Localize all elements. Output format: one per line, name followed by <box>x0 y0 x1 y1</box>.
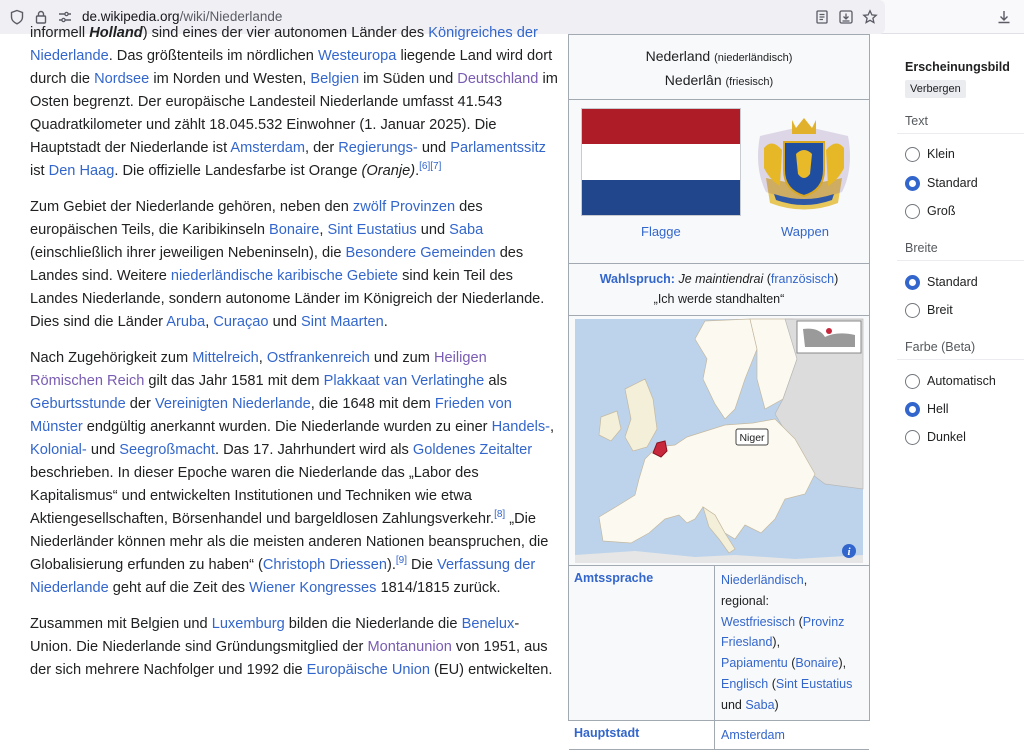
text-run: des europäischen Teils, die Karibikinseln <box>30 199 483 238</box>
wiki-link[interactable]: Sint Eustatius <box>775 676 853 691</box>
infobox-row <box>569 566 869 721</box>
text-run: . <box>383 314 388 330</box>
text-run: . Die offizielle Landesfarbe ist Orange <box>114 163 362 179</box>
wiki-link[interactable]: Bonaire <box>269 222 320 238</box>
text-run: und <box>417 140 451 156</box>
wiki-link[interactable]: Montanunion <box>367 639 452 655</box>
name-nl: Nederland <box>645 48 711 64</box>
radio-color-hell[interactable] <box>905 400 949 418</box>
wiki-link[interactable]: Geburtsstunde <box>30 396 126 412</box>
paragraph <box>30 347 560 600</box>
text-run: und <box>268 314 301 330</box>
text-run: ), <box>772 635 781 650</box>
text-run: , <box>205 314 214 330</box>
reference <box>419 161 430 172</box>
radio-label: Standard <box>927 176 978 190</box>
wiki-link[interactable]: Bonaire <box>795 656 839 671</box>
text-run: und <box>721 697 746 712</box>
text-run: im Norden und Westen, <box>149 71 311 87</box>
radio-text-gross[interactable] <box>905 202 955 220</box>
text-run: und <box>416 222 450 238</box>
name-nl-note: (niederländisch) <box>714 52 793 64</box>
motto-lang-link[interactable]: französisch <box>770 272 835 286</box>
wiki-link[interactable]: Plakkaat van Verlatinghe <box>323 373 485 389</box>
text-run: . Das 17. Jahrhundert wird als <box>214 442 413 458</box>
reference <box>396 555 407 566</box>
name-fy-note: (friesisch) <box>725 76 774 88</box>
flag-caption-link[interactable]: Flagge <box>641 224 681 239</box>
appearance-panel <box>897 34 1024 721</box>
text-run: endgültig anerkannt wurden. Die Niederlande wurden zu einer <box>82 419 492 435</box>
wiki-link[interactable]: zwölf Provinzen <box>352 199 456 215</box>
wiki-link[interactable]: Goldenes Zeitalter <box>412 442 533 458</box>
svg-text:i: i <box>847 546 851 558</box>
download-icon[interactable] <box>996 9 1012 25</box>
reader-view-icon[interactable] <box>814 9 830 25</box>
wiki-link[interactable]: Luxemburg <box>211 616 285 632</box>
flag-stripe-white <box>582 144 740 179</box>
infobox-motto: Wahlspruch: Je maintiendrai (französisch) „Ich werde standhalten“ <box>569 264 869 316</box>
text-run: , <box>258 350 267 366</box>
motto-text: Je maintiendrai <box>678 272 764 286</box>
text-run: ( <box>795 614 803 629</box>
infobox-key-link[interactable]: Amtssprache <box>569 566 715 720</box>
text-run: -Union. Die Niederlande sind Gründungsmitglied der <box>30 616 520 655</box>
motto-translation: „Ich werde standhalten“ <box>653 292 785 306</box>
radio-width-breit[interactable] <box>905 301 953 319</box>
reference-link[interactable]: [9] <box>395 555 407 567</box>
wiki-link[interactable]: Handels- <box>491 419 551 435</box>
wiki-link[interactable]: Ostfrankenreich <box>266 350 370 366</box>
wiki-link[interactable]: Saba <box>449 222 484 238</box>
coa-caption-link[interactable]: Wappen <box>781 224 829 239</box>
text-section-label: Text <box>905 114 928 128</box>
wiki-link[interactable]: Den Haag <box>48 163 115 179</box>
wiki-link[interactable]: Saba <box>745 697 775 712</box>
text-run: (Oranje) <box>361 163 416 179</box>
radio-button[interactable] <box>905 374 920 389</box>
wiki-link[interactable]: Heiligen Römischen Reich <box>30 350 487 389</box>
radio-label: Standard <box>927 275 978 289</box>
flag-stripe-red <box>582 109 740 144</box>
text-run: als <box>484 373 507 389</box>
infobox-key-link[interactable]: Hauptstadt <box>569 721 715 750</box>
radio-button[interactable] <box>905 204 920 219</box>
wiki-link[interactable]: Sint Maarten <box>301 314 384 330</box>
wiki-link[interactable]: Belgien <box>310 71 360 87</box>
divider <box>897 260 1024 261</box>
text-run: informell <box>30 25 90 41</box>
infobox-name <box>569 35 869 100</box>
text-run: ). <box>386 557 396 573</box>
divider <box>897 133 1024 134</box>
text-run: regional: <box>721 593 769 608</box>
text-run: gilt das Jahr 1581 mit dem <box>144 373 324 389</box>
coat-of-arms-image[interactable] <box>750 108 858 216</box>
width-section-label: Breite <box>905 241 938 255</box>
text-run: , der <box>305 140 339 156</box>
bookmark-star-icon[interactable] <box>862 9 878 25</box>
text-run: . <box>415 163 420 179</box>
flag-image[interactable] <box>581 108 741 216</box>
wiki-link[interactable]: Wiener Kongresses <box>249 580 377 596</box>
wiki-link[interactable]: niederländische karibische Gebiete <box>170 268 399 284</box>
paragraph <box>30 196 560 334</box>
wiki-link[interactable]: Aruba <box>166 314 206 330</box>
pocket-save-icon[interactable] <box>838 9 854 25</box>
radio-button[interactable] <box>905 430 920 445</box>
wiki-link[interactable]: Kolonial- <box>30 442 87 458</box>
paragraph <box>30 613 560 682</box>
text-run: und <box>86 442 120 458</box>
reference-link[interactable]: [8] <box>494 509 506 521</box>
paragraph <box>30 22 560 183</box>
wiki-link[interactable]: Niederländisch <box>721 573 804 587</box>
wiki-link[interactable]: Frieden von Münster <box>30 396 512 435</box>
text-run: im Osten begrenzt. Der europäische Landesteil Niederlande umfasst 41.543 Quadratkilometer und zählt 18.045.532 Einwohner (1. Januar 2025). Die Hauptstadt der Niederlande ist <box>30 71 558 156</box>
wiki-link[interactable]: Sint Eustatius <box>327 222 417 238</box>
text-run: ( <box>768 676 776 691</box>
text-run: beschrieben. In dieser Epoche waren die Niederlande das „Labor des Kapitalismus“ und entwickelten Institutionen und Techniken wie etwa Aktiengesellschaften, Börsenhandel und bargeldlosen Zahlungsverkehr. <box>30 465 495 527</box>
wiki-link[interactable]: Benelux <box>461 616 515 632</box>
text-run: Holland <box>89 25 143 41</box>
article-body <box>30 25 560 721</box>
wiki-link[interactable]: Regierungs- <box>338 140 418 156</box>
wiki-link[interactable]: Parlamentssitz <box>450 140 546 156</box>
radio-label: Dunkel <box>927 430 966 444</box>
text-run: der <box>125 396 155 412</box>
wiki-link[interactable]: Papiamentu <box>721 656 788 671</box>
radio-color-dunkel[interactable] <box>905 428 966 446</box>
wiki-link[interactable]: Mittelreich <box>192 350 259 366</box>
text-run: , <box>803 573 808 587</box>
radio-label: Groß <box>927 204 956 218</box>
text-run: „Die Niederländer können mehr als die meisten anderen Nationen beanspruchen, die Globalisierung erfunden zu haben“ ( <box>30 511 549 573</box>
radio-color-automatisch[interactable] <box>905 372 996 390</box>
text-run: Zum Gebiet der Niederlande gehören, neben den <box>30 199 353 215</box>
wiki-link[interactable]: Seegroßmacht <box>119 442 215 458</box>
radio-text-klein[interactable] <box>905 145 955 163</box>
wiki-link[interactable]: Nordsee <box>94 71 150 87</box>
reference-link[interactable]: [7] <box>430 161 442 173</box>
panel-title: Erscheinungsbild <box>905 60 1010 74</box>
text-run: . Das größtenteils im nördlichen <box>108 48 318 64</box>
text-run: bilden die Niederlande die <box>284 616 462 632</box>
infobox <box>568 34 870 742</box>
flag-stripe-blue <box>582 180 740 215</box>
wiki-link[interactable]: Europäische Union <box>306 662 430 678</box>
text-run: Zusammen mit Belgien und <box>30 616 212 632</box>
infobox-row <box>569 721 869 750</box>
text-run: geht auf die Zeit des <box>108 580 250 596</box>
infobox-symbols <box>569 100 869 264</box>
wiki-link[interactable]: Verfassung der Niederlande <box>30 557 536 596</box>
motto-label-link[interactable]: Wahlspruch <box>599 272 671 286</box>
text-run: , die 1648 mit dem <box>310 396 435 412</box>
wiki-link[interactable]: Königreiches der Niederlande <box>30 25 538 64</box>
radio-label: Hell <box>927 402 949 416</box>
text-run: ) sind eines der vier autonomen Länder des <box>142 25 429 41</box>
infobox-rows <box>569 566 869 750</box>
reference <box>494 509 505 520</box>
wiki-link[interactable]: Westeuropa <box>317 48 397 64</box>
reference <box>430 161 441 172</box>
radio-button[interactable] <box>905 303 920 318</box>
radio-label: Automatisch <box>927 374 996 388</box>
url-domain: de.wikipedia.org <box>82 9 180 24</box>
radio-label: Klein <box>927 147 955 161</box>
radio-button[interactable] <box>905 147 920 162</box>
infobox-value <box>715 566 869 720</box>
color-section-label: Farbe (Beta) <box>905 340 976 354</box>
radio-width-standard[interactable] <box>905 273 978 291</box>
url-path: /wiki/Niederlande <box>179 9 283 24</box>
text-run: ist <box>30 163 49 179</box>
text-run: ) <box>774 697 779 712</box>
infobox-value <box>715 721 869 750</box>
wiki-link[interactable]: Christoph Driessen <box>262 557 387 573</box>
text-run: im Süden und <box>359 71 458 87</box>
text-run: Nach Zugehörigkeit zum <box>30 350 193 366</box>
text-run: 1814/1815 zurück. <box>376 580 501 596</box>
wiki-link[interactable]: Deutschland <box>457 71 539 87</box>
wiki-link[interactable]: Besondere Gemeinden <box>345 245 496 261</box>
wiki-link[interactable]: Westfriesisch <box>721 614 796 629</box>
location-map[interactable] <box>569 316 869 566</box>
text-run: ), <box>838 656 847 671</box>
map-label-text: Niger <box>739 432 765 444</box>
text-run: , <box>550 419 555 435</box>
radio-text-standard[interactable] <box>905 174 978 192</box>
text-run: sind kein Teil des Landes Niederlande, sondern autonome Länder im Königreich der Niederlande. Dies sind die Länder <box>30 268 545 330</box>
text-run: liegende Land wird dort durch die <box>30 48 553 87</box>
text-run: und zum <box>369 350 434 366</box>
wiki-link[interactable]: Englisch <box>721 676 769 691</box>
wiki-link[interactable]: Curaçao <box>213 314 269 330</box>
text-run: von 1951, aus der sich mehrere Nachfolger und 1992 die <box>30 639 548 678</box>
radio-button[interactable] <box>905 275 920 290</box>
hide-panel-button[interactable]: Verbergen <box>905 80 966 98</box>
text-run: (einschließlich ihrer jeweiligen Nebeninseln), die <box>30 245 346 261</box>
europe-map-image[interactable] <box>575 319 863 563</box>
text-run: des Landes sind. Weitere <box>30 245 524 284</box>
text-run: (EU) entwickelten. <box>429 662 553 678</box>
radio-label: Breit <box>927 303 953 317</box>
radio-button[interactable] <box>905 402 920 417</box>
text-run: Die <box>407 557 438 573</box>
text-run: , <box>319 222 328 238</box>
wiki-link[interactable]: Provinz Friesland <box>721 614 845 650</box>
divider <box>897 359 1024 360</box>
radio-button[interactable] <box>905 176 920 191</box>
text-run: ( <box>787 656 796 671</box>
shield-icon[interactable] <box>9 9 25 25</box>
name-fy: Nederlân <box>664 72 722 88</box>
reference-link[interactable]: [6] <box>419 161 431 173</box>
wiki-link[interactable]: Amsterdam <box>230 140 305 156</box>
wiki-link[interactable]: Amsterdam <box>721 727 785 742</box>
wiki-link[interactable]: Vereinigten Niederlande <box>154 396 311 412</box>
